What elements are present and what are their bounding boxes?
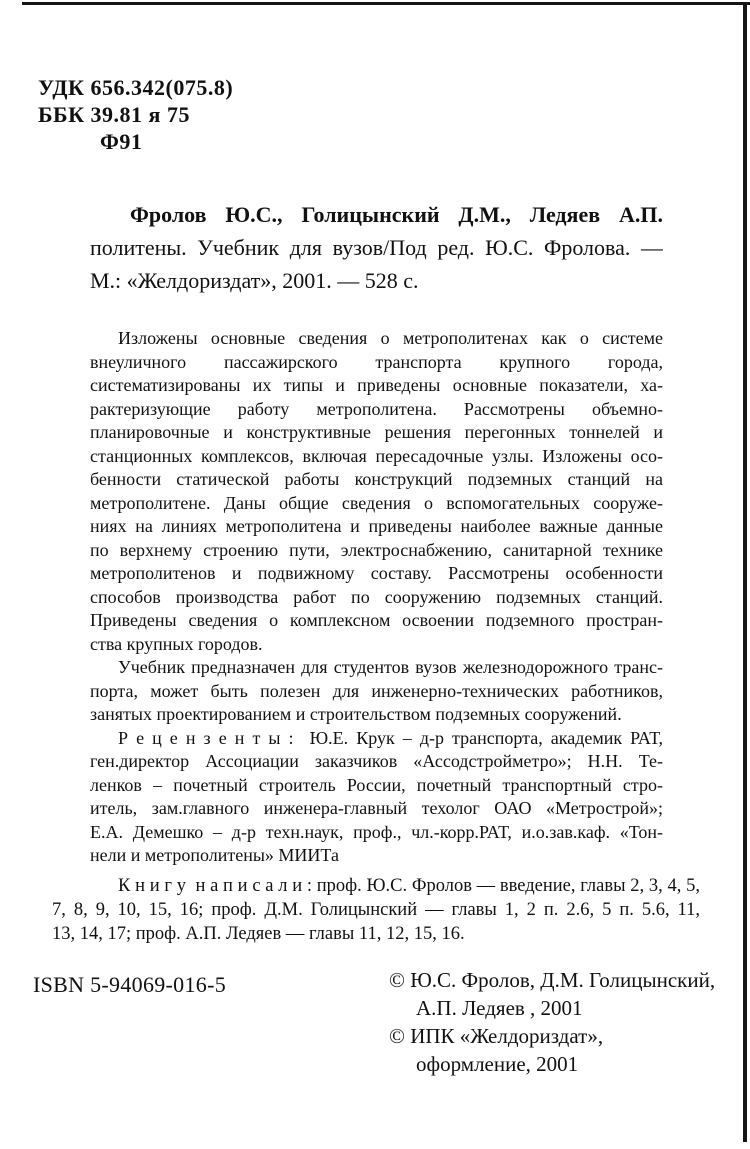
bib-line-2: политены. Учебник для вузов/Под ред. Ю.С. Фролова. — — [90, 235, 663, 260]
text-line: метрополитенов и подвижному составу. Рассмотрены особенности — [90, 563, 663, 583]
catalog-codes — [38, 74, 233, 155]
text-line: Р е ц е н з е н т ы : Ю.Е. Крук – д-р транспорта, академик РАТ, — [118, 727, 663, 748]
author-sign-code: Ф91 — [100, 129, 143, 154]
text-line: итель, зам.главного инженера-главный техолог ОАО «Метрострой»; — [90, 798, 663, 818]
bibliographic-entry — [90, 198, 663, 297]
text-line: порта, может быть полезен для инженерно-технических работников, — [90, 680, 663, 701]
text-line: ген.директор Ассоциации заказчиков «Ассодстройметро»; Н.Н. Те- — [90, 751, 663, 771]
text-line: метрополитене. Даны общие сведения о вспомогательных сооруже- — [90, 492, 663, 513]
udk-code: УДК 656.342(075.8) — [38, 75, 234, 100]
bib-line-3: М.: «Желдориздат», 2001. — 528 с. — [90, 268, 419, 293]
reviewers-paragraph — [90, 727, 663, 868]
text-line: станционных комплексов, включая пересадочные узлы. Изложены осо- — [90, 445, 663, 466]
copyright-authors-line-1: © Ю.С. Фролов, Д.М. Голицынский, — [389, 968, 716, 992]
text-line: К н и г у н а п и с а л и : проф. Ю.С. Фролов — введение, главы 2, 3, 4, 5, — [118, 876, 700, 896]
annotation-paragraph-2 — [90, 656, 663, 727]
bib-authors: Фролов Ю.С., Голицынский Д.М., Ледяев А.П. — [130, 202, 663, 227]
text-line: способов производства работ по сооружению подземных станций. — [90, 586, 663, 607]
text-line: систематизированы их типы и приведены основные показатели, ха- — [90, 375, 663, 395]
copyright-publisher-line-2: оформление, 2001 — [416, 1052, 579, 1076]
text-line: ленков – почетный строитель России, почетный транспортный стро- — [90, 774, 663, 795]
copyright-authors-line-2: А.П. Ледяев , 2001 — [416, 996, 583, 1020]
bib-line-1 — [90, 198, 663, 231]
text-line: внеуличного пассажирского транспорта крупного города, — [90, 351, 663, 372]
annotation-paragraph-1 — [90, 327, 663, 656]
scan-edge-right — [743, 2, 747, 1142]
text-line: Учебник предназначен для студентов вузов железнодорожного транс- — [118, 657, 663, 677]
scan-edge-top — [22, 2, 750, 5]
text-line: ниях на линиях метрополитена и приведены наиболее важные данные — [90, 516, 663, 536]
text-line: Е.А. Демешко – д-р техн.наук, проф., чл.-корр.РАТ, и.о.зав.каф. «Тон- — [90, 821, 663, 842]
text-line: 7, 8, 9, 10, 15, 16; проф. Д.М. Голицынский — главы 1, 2 п. 2.6, 5 п. 5.6, 11, — [52, 900, 700, 920]
annotation — [90, 327, 663, 868]
bbk-code: ББК 39.81 я 75 — [38, 102, 190, 127]
text-line: бенности статической работы конструкций подземных станций на — [90, 469, 663, 489]
text-line: ства крупных городов. — [90, 633, 263, 654]
text-line: планировочные и конструктивные решения перегонных тоннелей и — [90, 422, 663, 442]
text-line: по верхнему строению пути, электроснабжению, санитарной технике — [90, 539, 663, 560]
copyright-publisher-line-1: © ИПК «Желдориздат», — [389, 1024, 604, 1048]
text-line: нели и метрополитены» МИИТа — [90, 845, 339, 865]
text-line: рактеризующие работу метрополитена. Рассмотрены объемно- — [90, 398, 663, 419]
text-line: занятых проектированием и строительством подземных сооружений. — [90, 704, 622, 724]
authorship-note — [52, 874, 700, 946]
isbn: ISBN 5-94069-016-5 — [33, 972, 227, 997]
text-line: Приведены сведения о комплексном освоении подземного простран- — [90, 610, 663, 630]
text-line: 13, 14, 17; проф. А.П. Ледяев — главы 11, 12, 15, 16. — [52, 924, 465, 944]
copyright-block — [389, 966, 729, 1078]
text-line: Изложены основные сведения о метрополитенах как о системе — [118, 328, 663, 348]
